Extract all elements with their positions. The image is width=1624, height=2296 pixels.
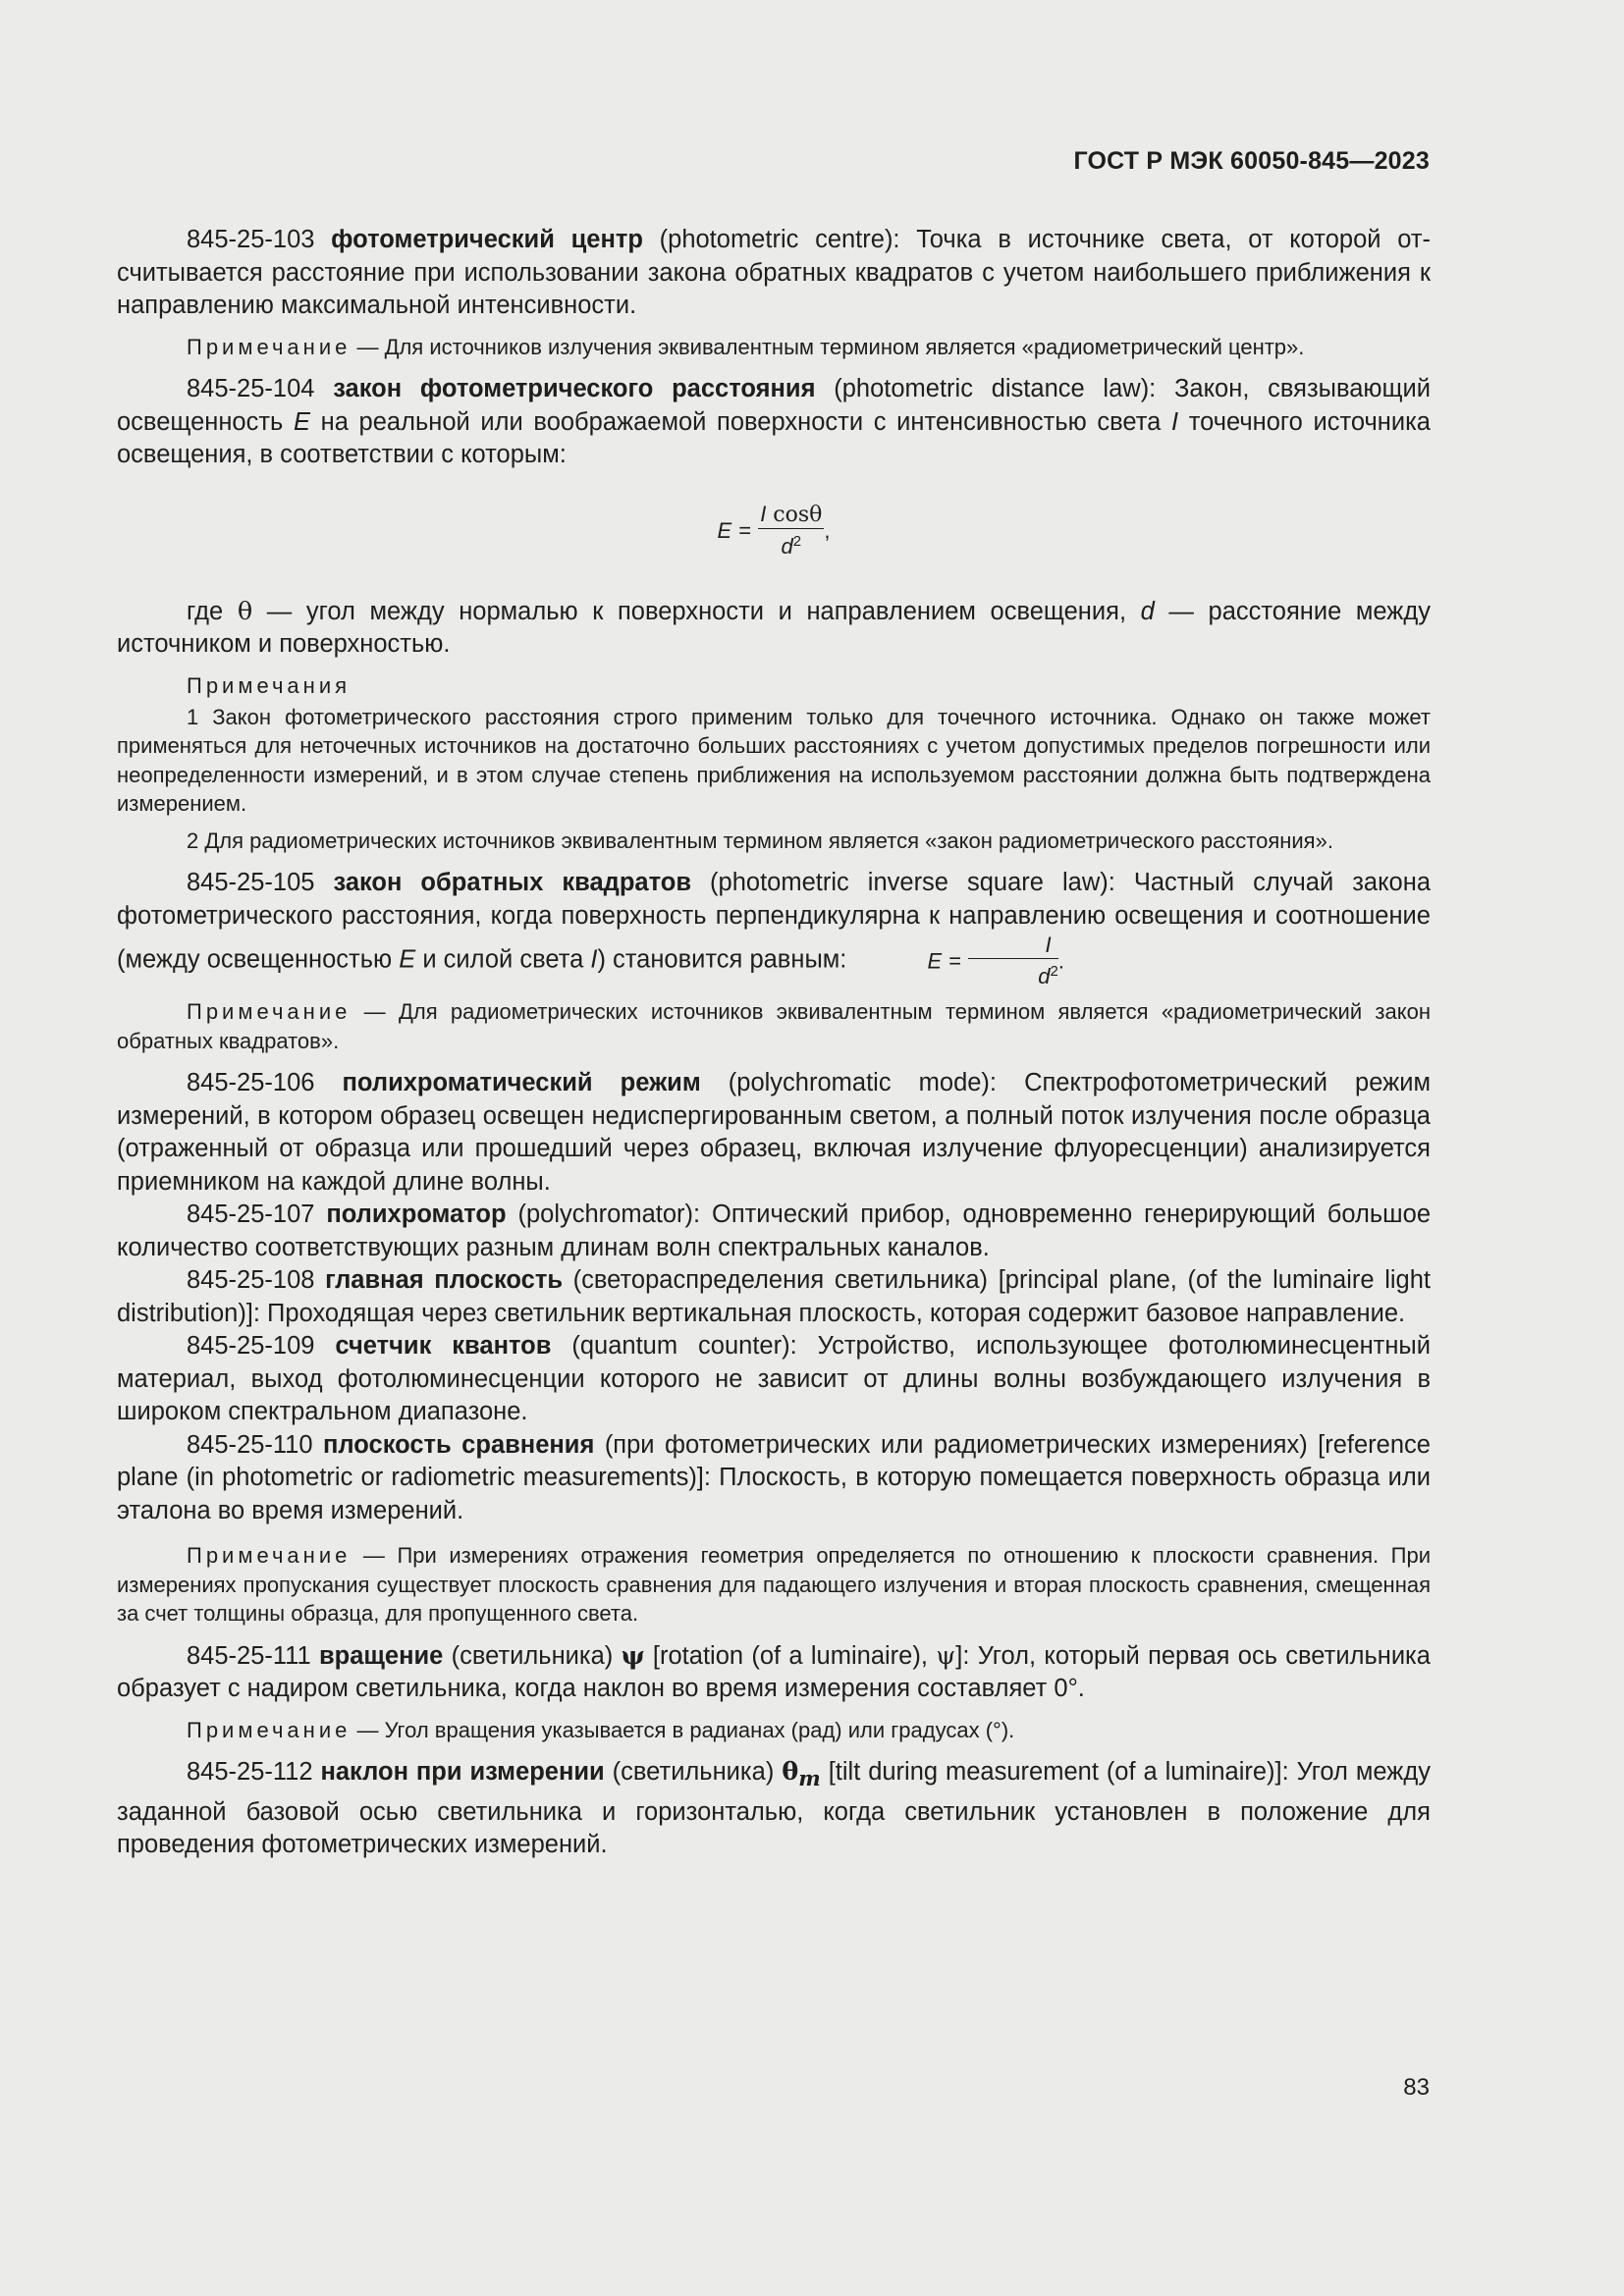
formula-fraction	[968, 933, 1058, 989]
note-label: Примечание	[187, 1717, 352, 1742]
entry-term: закон обратных квадратов	[333, 869, 692, 896]
symbol-psi: ψ	[936, 1640, 956, 1671]
entry-definition-part: [tilt during measurement (of a luminaire)]: Угол между заданной базовой осью светильника и горизонталью, когда светильник установлен в положение для проведения фотометрических измерений.	[117, 1758, 1431, 1859]
notes-heading	[117, 671, 1431, 701]
entry-definition-part: [rotation (of a luminaire),	[652, 1641, 928, 1670]
symbol-theta: θ	[782, 1757, 799, 1787]
formula-denominator	[968, 959, 1058, 989]
entry-term: фотометрический центр	[331, 226, 643, 253]
note-text: — Для радиометрических источников эквивалентным термином является «радиометрический закон обратных квадратов».	[117, 999, 1431, 1053]
formula-num: I	[1045, 933, 1052, 957]
entry-definition: (при фотометрических или радиометрических измерениях) [reference plane (in photometric or radiometric measurements)]: Плоскость, в которую помещается поверхность образца или эталона во время измерений.	[117, 1430, 1431, 1524]
entry-term: вращение	[318, 1641, 444, 1670]
entry-845-25-108	[117, 1264, 1431, 1330]
formula-lhs: E	[717, 517, 732, 543]
entry-definition: (polychromator): Оптический прибор, одновременно генерирующий большое количество соответствующих разным длинам волн спектральных каналов.	[117, 1201, 1432, 1261]
entry-term: наклон при измерении	[320, 1758, 605, 1786]
entry-term: закон фотометрического расстояния	[333, 375, 816, 402]
formula-den: d	[1038, 964, 1051, 988]
entry-number: 845-25-107	[187, 1201, 315, 1228]
formula-eq: =	[738, 517, 752, 543]
entry-definition-part: ]: Угол, который первая ось светильника образует с надиром светильника, когда наклон во время измерения составляет 0°.	[117, 1641, 1431, 1702]
entry-definition-part: (светильника)	[612, 1758, 775, 1786]
note-845-25-105	[117, 997, 1431, 1055]
formula-numerator	[758, 502, 824, 529]
formula-explanation	[117, 596, 1431, 662]
formula-eq: =	[948, 948, 962, 974]
formula-denominator	[758, 529, 824, 560]
where-text: — расстояние между источником и поверхностью.	[117, 597, 1431, 658]
entry-definition-part: (photometric distance law): Закон, связывающий освещенность	[117, 375, 1432, 436]
where-text: где	[187, 597, 224, 625]
entry-term: полихроматический режим	[342, 1069, 701, 1096]
entry-845-25-110	[117, 1429, 1431, 1528]
note-label: Примечание	[187, 999, 352, 1024]
note-label: Примечание	[187, 1543, 352, 1568]
notes-heading-label: Примечания	[187, 672, 352, 698]
symbol-theta-m	[782, 1757, 821, 1792]
entry-term: плоскость сравнения	[323, 1430, 595, 1459]
formula-inverse-square	[857, 933, 1063, 989]
entry-number: 845-25-112	[187, 1758, 313, 1786]
formula-fraction	[758, 502, 824, 560]
note-845-25-103	[117, 333, 1431, 362]
entry-845-25-105	[117, 867, 1431, 989]
entry-number: 845-25-103	[187, 226, 315, 253]
page-number: 83	[1403, 2074, 1430, 2101]
entry-definition: (quantum counter): Устройство, использующее фотолюминесцентный материал, выход фотолюминесценции которого не зависит от длины волны возбуждающего излучения в широком спектральном диапазоне.	[117, 1332, 1431, 1425]
formula-den: d	[781, 533, 793, 559]
entry-number: 845-25-111	[187, 1641, 311, 1670]
entry-definition-part: на реальной или воображаемой поверхности с интенсивностью света	[320, 407, 1162, 436]
formula-num-rest: cosθ	[766, 502, 823, 527]
entry-term: полихроматор	[326, 1201, 507, 1228]
symbol-d: d	[1140, 597, 1155, 625]
symbol-psi: ψ	[621, 1640, 645, 1671]
entry-845-25-107	[117, 1199, 1431, 1264]
symbol-theta: θ	[237, 596, 253, 626]
entry-definition-part: ) становится равным:	[597, 945, 847, 974]
entry-definition: (photometric centre): Точка в источнике света, от которой отсчитывается расстояние при использовании закона обратных квадратов с учетом наибольшего приближения к направлению максимальной интенсивности.	[117, 226, 1431, 319]
where-text: — угол между нормалью к поверхности и направлением освещения,	[252, 597, 1127, 625]
entry-definition: (светораспределения светильника) [principal plane, (of the luminaire light distribution)]: Проходящая через светильник вертикальная плоскость, которая содержит базовое направление.	[117, 1266, 1431, 1327]
note-2-845-25-104: 2 Для радиометрических источников эквивалентным термином является «закон радиометрического расстояния».	[187, 828, 1333, 853]
note-label: Примечание	[187, 334, 352, 359]
note-845-25-111	[117, 1716, 1431, 1745]
entry-number: 845-25-108	[187, 1266, 315, 1294]
entry-845-25-111	[117, 1640, 1431, 1706]
formula-tail: ,	[824, 517, 831, 543]
document-body	[117, 224, 1431, 1872]
note-845-25-110	[117, 1541, 1431, 1629]
entry-definition: (polychromatic mode): Спектрофотометрический режим измерений, в котором образец освещен недиспергированным светом, а полный поток излучения после образца (отраженный от образца или прошедший через образец, включая излучение флуоресценции) анализируется приемником на каждой длине волны.	[117, 1069, 1431, 1196]
standard-header: ГОСТ Р МЭК 60050-845—2023	[1073, 147, 1430, 175]
entry-845-25-106	[117, 1067, 1431, 1199]
symbol-i: I	[590, 945, 598, 974]
formula-lhs: E	[927, 948, 943, 974]
symbol-i: I	[1170, 407, 1179, 436]
entry-number: 845-25-104	[187, 375, 315, 402]
formula-num-i: I	[760, 501, 767, 526]
entry-number: 845-25-110	[187, 1430, 313, 1459]
entry-term: счетчик квантов	[335, 1332, 552, 1360]
entry-definition-part: (светильника)	[451, 1641, 614, 1670]
note-text: — При измерениях отражения геометрия определяется по отношению к плоскости сравнения. При измерениях пропускания существует плоскость сравнения для падающего излучения и вторая плоскость сравнения, смещенная за счет толщины образца, для пропущенного света.	[117, 1543, 1431, 1626]
formula-exp: 2	[792, 532, 802, 550]
note-text: — Для источников излучения эквивалентным термином является «радиометрический центр».	[351, 334, 1305, 359]
entry-845-25-109	[117, 1330, 1431, 1429]
entry-definition-part: точечного источника освещения, в соответствии с которым:	[117, 407, 1431, 468]
symbol-e: E	[399, 945, 416, 974]
entry-term: главная плоскость	[325, 1266, 563, 1294]
formula-exp: 2	[1050, 963, 1058, 980]
formula-numerator	[968, 933, 1058, 959]
formula-photometric-distance	[117, 502, 1431, 568]
formula-tail: .	[1057, 948, 1064, 974]
entry-number: 845-25-106	[187, 1069, 315, 1096]
entry-definition-part: (photometric inverse square law): Частный случай закона фотометрического расстояния, когда поверхность перпендикулярна к направлению освещения и соотношение (между освещенностью	[117, 869, 1431, 974]
entry-number: 845-25-109	[187, 1332, 315, 1360]
note-text: — Угол вращения указывается в радианах (рад) или градусах (°).	[351, 1717, 1015, 1742]
entry-845-25-104	[117, 373, 1431, 472]
note-1-845-25-104: 1 Закон фотометрического расстояния строго применим только для точечного источника. Однако он также может применяться для неточечных источников на достаточно больших расстояниях с учетом допустимых пределов погрешности или неопределенности измерений, и в этом случае степень приближения на используемом расстоянии должна быть подтверждена измерением.	[117, 704, 1431, 816]
entry-definition-part: и силой света	[422, 945, 584, 974]
entry-number: 845-25-105	[187, 869, 315, 896]
entry-845-25-103	[117, 224, 1431, 323]
entry-845-25-112	[117, 1756, 1431, 1862]
symbol-e: E	[293, 407, 310, 436]
symbol-subscript-m: m	[798, 1767, 821, 1792]
